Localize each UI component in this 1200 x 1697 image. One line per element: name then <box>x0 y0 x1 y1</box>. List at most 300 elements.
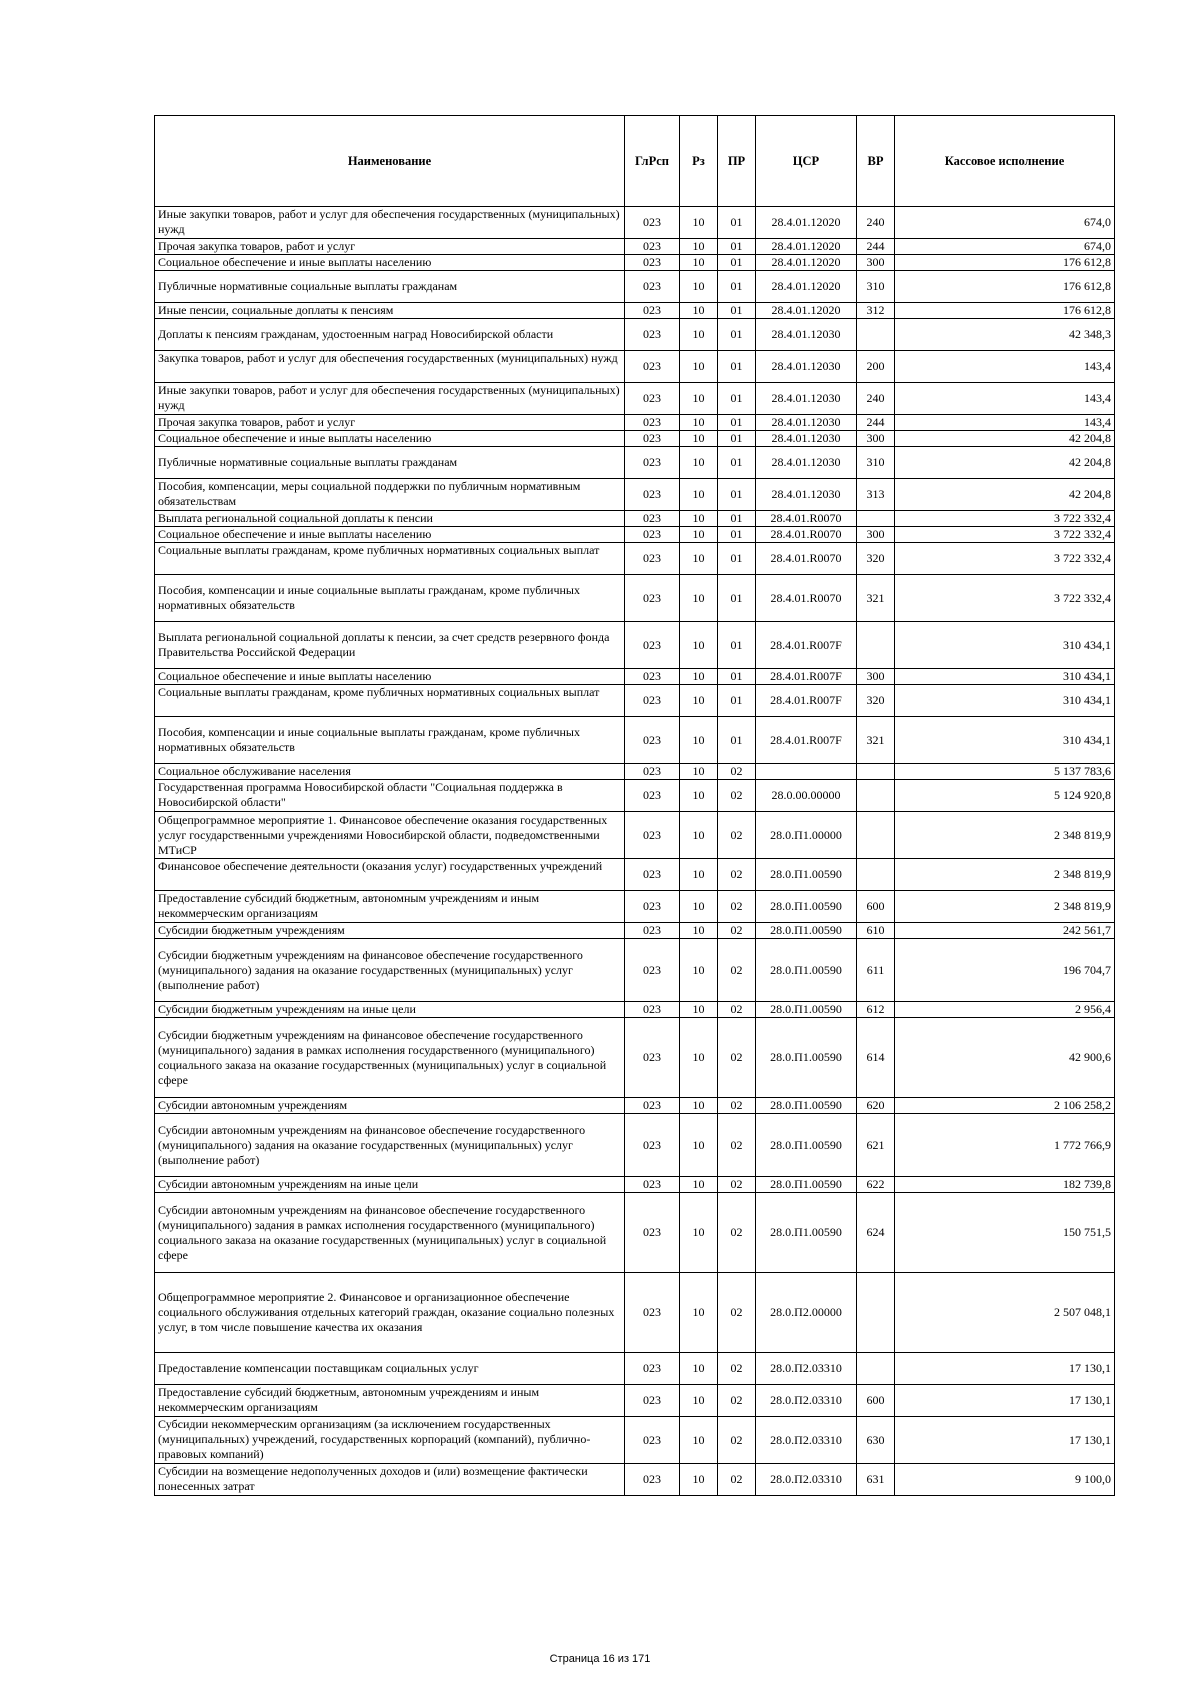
cell-rz: 10 <box>680 415 718 431</box>
cell-rz: 10 <box>680 780 718 812</box>
cell-amount: 150 751,5 <box>895 1193 1115 1273</box>
cell-amount: 2 348 819,9 <box>895 812 1115 859</box>
cell-vr: 622 <box>857 1177 895 1193</box>
cell-vr: 320 <box>857 543 895 575</box>
cell-pr: 02 <box>718 812 756 859</box>
table-row <box>155 1353 1115 1385</box>
cell-vr: 600 <box>857 891 895 923</box>
table-row <box>155 812 1115 859</box>
cell-csr <box>756 764 857 780</box>
cell-glrsp: 023 <box>625 479 680 511</box>
header-csr: ЦСР <box>756 116 857 207</box>
cell-amount: 17 130,1 <box>895 1353 1115 1385</box>
cell-vr: 200 <box>857 351 895 383</box>
cell-vr: 611 <box>857 939 895 1002</box>
cell-glrsp: 023 <box>625 1273 680 1353</box>
cell-name: Социальное обеспечение и иные выплаты населению <box>155 431 625 447</box>
table-row <box>155 923 1115 939</box>
cell-csr: 28.4.01.R0070 <box>756 543 857 575</box>
cell-name: Прочая закупка товаров, работ и услуг <box>155 239 625 255</box>
cell-glrsp: 023 <box>625 685 680 717</box>
cell-rz: 10 <box>680 1114 718 1177</box>
cell-rz: 10 <box>680 1353 718 1385</box>
table-row <box>155 622 1115 669</box>
cell-name: Социальное обеспечение и иные выплаты населению <box>155 527 625 543</box>
cell-pr: 02 <box>718 1114 756 1177</box>
cell-glrsp: 023 <box>625 939 680 1002</box>
cell-glrsp: 023 <box>625 575 680 622</box>
cell-glrsp: 023 <box>625 511 680 527</box>
cell-name: Прочая закупка товаров, работ и услуг <box>155 415 625 431</box>
cell-amount: 143,4 <box>895 383 1115 415</box>
cell-glrsp: 023 <box>625 717 680 764</box>
cell-pr: 02 <box>718 1098 756 1114</box>
table-row <box>155 239 1115 255</box>
table-row <box>155 1018 1115 1098</box>
cell-glrsp: 023 <box>625 271 680 303</box>
cell-pr: 02 <box>718 1353 756 1385</box>
table-row <box>155 431 1115 447</box>
table-row <box>155 1002 1115 1018</box>
cell-pr: 01 <box>718 685 756 717</box>
cell-rz: 10 <box>680 383 718 415</box>
cell-csr: 28.0.П1.00590 <box>756 891 857 923</box>
cell-pr: 02 <box>718 923 756 939</box>
cell-rz: 10 <box>680 527 718 543</box>
cell-csr: 28.0.П1.00590 <box>756 1018 857 1098</box>
cell-rz: 10 <box>680 669 718 685</box>
cell-rz: 10 <box>680 1385 718 1417</box>
cell-vr <box>857 780 895 812</box>
cell-csr: 28.4.01.R007F <box>756 622 857 669</box>
cell-csr: 28.0.П1.00590 <box>756 939 857 1002</box>
cell-name: Выплата региональной социальной доплаты к пенсии, за счет средств резервного фонда Правительства Российской Федерации <box>155 622 625 669</box>
cell-amount: 42 204,8 <box>895 479 1115 511</box>
cell-csr: 28.4.01.R007F <box>756 669 857 685</box>
cell-csr: 28.4.01.12020 <box>756 303 857 319</box>
table-row <box>155 303 1115 319</box>
cell-rz: 10 <box>680 923 718 939</box>
cell-amount: 310 434,1 <box>895 685 1115 717</box>
cell-csr: 28.4.01.12030 <box>756 383 857 415</box>
cell-glrsp: 023 <box>625 1353 680 1385</box>
cell-pr: 01 <box>718 383 756 415</box>
cell-pr: 02 <box>718 939 756 1002</box>
cell-pr: 01 <box>718 543 756 575</box>
cell-pr: 01 <box>718 271 756 303</box>
cell-amount: 17 130,1 <box>895 1417 1115 1464</box>
cell-name: Субсидии автономным учреждениям <box>155 1098 625 1114</box>
cell-rz: 10 <box>680 859 718 891</box>
cell-name: Выплата региональной социальной доплаты к пенсии <box>155 511 625 527</box>
table-row <box>155 669 1115 685</box>
cell-vr: 240 <box>857 383 895 415</box>
cell-pr: 02 <box>718 1273 756 1353</box>
cell-name: Предоставление субсидий бюджетным, автономным учреждениям и иным некоммерческим организациям <box>155 891 625 923</box>
cell-vr: 312 <box>857 303 895 319</box>
cell-pr: 01 <box>718 511 756 527</box>
cell-amount: 2 956,4 <box>895 1002 1115 1018</box>
cell-name: Социальные выплаты гражданам, кроме публичных нормативных социальных выплат <box>155 543 625 575</box>
cell-pr: 01 <box>718 207 756 239</box>
cell-pr: 01 <box>718 303 756 319</box>
cell-csr: 28.4.01.12030 <box>756 319 857 351</box>
table-row <box>155 575 1115 622</box>
cell-csr: 28.0.П1.00590 <box>756 1098 857 1114</box>
cell-rz: 10 <box>680 351 718 383</box>
cell-vr: 300 <box>857 431 895 447</box>
cell-name: Закупка товаров, работ и услуг для обеспечения государственных (муниципальных) нужд <box>155 351 625 383</box>
cell-rz: 10 <box>680 575 718 622</box>
cell-name: Пособия, компенсации и иные социальные выплаты гражданам, кроме публичных нормативных обязательств <box>155 717 625 764</box>
header-amount: Кассовое исполнение <box>895 116 1115 207</box>
cell-glrsp: 023 <box>625 207 680 239</box>
cell-rz: 10 <box>680 1273 718 1353</box>
cell-csr: 28.0.П1.00590 <box>756 1193 857 1273</box>
cell-glrsp: 023 <box>625 1177 680 1193</box>
cell-csr: 28.4.01.12030 <box>756 431 857 447</box>
table-row <box>155 1193 1115 1273</box>
cell-vr: 300 <box>857 669 895 685</box>
cell-amount: 2 348 819,9 <box>895 859 1115 891</box>
table-header <box>155 116 1115 207</box>
cell-pr: 01 <box>718 415 756 431</box>
budget-execution-table <box>154 115 1115 1496</box>
cell-csr: 28.4.01.12030 <box>756 351 857 383</box>
cell-rz: 10 <box>680 1417 718 1464</box>
cell-rz: 10 <box>680 1018 718 1098</box>
cell-csr: 28.4.01.R0070 <box>756 527 857 543</box>
table-row <box>155 1177 1115 1193</box>
cell-pr: 01 <box>718 717 756 764</box>
cell-rz: 10 <box>680 1193 718 1273</box>
cell-vr: 614 <box>857 1018 895 1098</box>
cell-vr: 621 <box>857 1114 895 1177</box>
cell-rz: 10 <box>680 1177 718 1193</box>
cell-csr: 28.4.01.12020 <box>756 239 857 255</box>
cell-vr <box>857 511 895 527</box>
cell-name: Субсидии на возмещение недополученных доходов и (или) возмещение фактически понесенных затрат <box>155 1464 625 1496</box>
cell-amount: 3 722 332,4 <box>895 543 1115 575</box>
cell-rz: 10 <box>680 764 718 780</box>
cell-csr: 28.4.01.R007F <box>756 717 857 764</box>
table-row <box>155 351 1115 383</box>
cell-glrsp: 023 <box>625 859 680 891</box>
cell-amount: 176 612,8 <box>895 303 1115 319</box>
cell-glrsp: 023 <box>625 239 680 255</box>
cell-glrsp: 023 <box>625 543 680 575</box>
header-pr: ПР <box>718 116 756 207</box>
cell-rz: 10 <box>680 271 718 303</box>
cell-amount: 9 100,0 <box>895 1464 1115 1496</box>
table-row <box>155 891 1115 923</box>
cell-vr: 612 <box>857 1002 895 1018</box>
cell-name: Государственная программа Новосибирской области "Социальная поддержка в Новосибирской области" <box>155 780 625 812</box>
cell-amount: 310 434,1 <box>895 717 1115 764</box>
cell-name: Пособия, компенсации, меры социальной поддержки по публичным нормативным обязательствам <box>155 479 625 511</box>
cell-rz: 10 <box>680 511 718 527</box>
cell-glrsp: 023 <box>625 527 680 543</box>
cell-vr: 321 <box>857 717 895 764</box>
table-row <box>155 319 1115 351</box>
cell-pr: 02 <box>718 1417 756 1464</box>
cell-csr: 28.0.П1.00590 <box>756 923 857 939</box>
cell-name: Социальные выплаты гражданам, кроме публичных нормативных социальных выплат <box>155 685 625 717</box>
cell-amount: 3 722 332,4 <box>895 575 1115 622</box>
table-row <box>155 685 1115 717</box>
cell-amount: 176 612,8 <box>895 255 1115 271</box>
cell-vr <box>857 764 895 780</box>
cell-name: Социальное обслуживание населения <box>155 764 625 780</box>
cell-pr: 02 <box>718 1193 756 1273</box>
cell-csr: 28.4.01.R007F <box>756 685 857 717</box>
cell-rz: 10 <box>680 939 718 1002</box>
cell-amount: 42 348,3 <box>895 319 1115 351</box>
cell-glrsp: 023 <box>625 1385 680 1417</box>
cell-glrsp: 023 <box>625 780 680 812</box>
cell-vr: 321 <box>857 575 895 622</box>
cell-name: Иные закупки товаров, работ и услуг для обеспечения государственных (муниципальных) нужд <box>155 383 625 415</box>
cell-amount: 2 106 258,2 <box>895 1098 1115 1114</box>
cell-vr: 631 <box>857 1464 895 1496</box>
table-row <box>155 1273 1115 1353</box>
cell-rz: 10 <box>680 543 718 575</box>
cell-pr: 01 <box>718 575 756 622</box>
cell-name: Субсидии бюджетным учреждениям на финансовое обеспечение государственного (муниципального) задания на оказание государственных (муниципальных) услуг (выполнение работ) <box>155 939 625 1002</box>
cell-vr <box>857 622 895 669</box>
cell-pr: 02 <box>718 859 756 891</box>
table-row <box>155 717 1115 764</box>
cell-csr: 28.4.01.12030 <box>756 415 857 431</box>
cell-amount: 310 434,1 <box>895 669 1115 685</box>
cell-vr <box>857 319 895 351</box>
cell-pr: 01 <box>718 431 756 447</box>
cell-glrsp: 023 <box>625 383 680 415</box>
cell-vr: 600 <box>857 1385 895 1417</box>
cell-amount: 674,0 <box>895 239 1115 255</box>
cell-pr: 02 <box>718 1464 756 1496</box>
cell-rz: 10 <box>680 431 718 447</box>
cell-amount: 5 137 783,6 <box>895 764 1115 780</box>
cell-amount: 3 722 332,4 <box>895 527 1115 543</box>
cell-csr: 28.4.01.12030 <box>756 479 857 511</box>
table-row <box>155 1114 1115 1177</box>
cell-rz: 10 <box>680 891 718 923</box>
cell-amount: 143,4 <box>895 415 1115 431</box>
cell-glrsp: 023 <box>625 812 680 859</box>
page-number: Страница 16 из 171 <box>549 1653 651 1665</box>
cell-glrsp: 023 <box>625 1018 680 1098</box>
cell-glrsp: 023 <box>625 255 680 271</box>
cell-csr: 28.4.01.12020 <box>756 207 857 239</box>
cell-glrsp: 023 <box>625 891 680 923</box>
table-row <box>155 859 1115 891</box>
cell-name: Предоставление субсидий бюджетным, автономным учреждениям и иным некоммерческим организациям <box>155 1385 625 1417</box>
cell-vr <box>857 812 895 859</box>
table-row <box>155 511 1115 527</box>
cell-name: Субсидии бюджетным учреждениям на иные цели <box>155 1002 625 1018</box>
cell-name: Субсидии бюджетным учреждениям <box>155 923 625 939</box>
header-vr: ВР <box>857 116 895 207</box>
cell-csr: 28.0.П1.00000 <box>756 812 857 859</box>
cell-glrsp: 023 <box>625 1193 680 1273</box>
cell-csr: 28.0.П2.03310 <box>756 1417 857 1464</box>
table-row <box>155 383 1115 415</box>
cell-amount: 42 204,8 <box>895 447 1115 479</box>
cell-glrsp: 023 <box>625 669 680 685</box>
table-row <box>155 415 1115 431</box>
cell-amount: 242 561,7 <box>895 923 1115 939</box>
cell-vr <box>857 859 895 891</box>
cell-glrsp: 023 <box>625 923 680 939</box>
cell-name: Субсидии автономным учреждениям на финансовое обеспечение государственного (муниципального) задания в рамках исполнения государственного (муниципального) социального заказа на оказание государственных (муниципальных) услуг в социальной сфере <box>155 1193 625 1273</box>
cell-vr: 620 <box>857 1098 895 1114</box>
cell-name: Публичные нормативные социальные выплаты гражданам <box>155 271 625 303</box>
cell-glrsp: 023 <box>625 764 680 780</box>
cell-amount: 196 704,7 <box>895 939 1115 1002</box>
cell-amount: 143,4 <box>895 351 1115 383</box>
cell-pr: 01 <box>718 351 756 383</box>
cell-amount: 310 434,1 <box>895 622 1115 669</box>
cell-vr: 244 <box>857 415 895 431</box>
cell-glrsp: 023 <box>625 447 680 479</box>
cell-amount: 3 722 332,4 <box>895 511 1115 527</box>
table-row <box>155 271 1115 303</box>
cell-vr: 610 <box>857 923 895 939</box>
cell-vr: 310 <box>857 447 895 479</box>
table-row <box>155 447 1115 479</box>
cell-csr: 28.4.01.12030 <box>756 447 857 479</box>
cell-amount: 5 124 920,8 <box>895 780 1115 812</box>
cell-name: Общепрограммное мероприятие 2. Финансовое и организационное обеспечение социального обслуживания отдельных категорий граждан, оказание социально полезных услуг, в том числе повышение качества их оказания <box>155 1273 625 1353</box>
cell-csr: 28.0.00.00000 <box>756 780 857 812</box>
cell-pr: 02 <box>718 1177 756 1193</box>
cell-pr: 02 <box>718 891 756 923</box>
table-row <box>155 1417 1115 1464</box>
cell-glrsp: 023 <box>625 431 680 447</box>
cell-rz: 10 <box>680 447 718 479</box>
cell-pr: 01 <box>718 239 756 255</box>
cell-amount: 17 130,1 <box>895 1385 1115 1417</box>
cell-vr: 300 <box>857 527 895 543</box>
cell-glrsp: 023 <box>625 415 680 431</box>
cell-glrsp: 023 <box>625 319 680 351</box>
header-name: Наименование <box>155 116 625 207</box>
table-row <box>155 543 1115 575</box>
cell-vr: 310 <box>857 271 895 303</box>
cell-amount: 2 348 819,9 <box>895 891 1115 923</box>
cell-csr: 28.0.П1.00590 <box>756 1002 857 1018</box>
table-row <box>155 1385 1115 1417</box>
cell-name: Социальное обеспечение и иные выплаты населению <box>155 669 625 685</box>
cell-pr: 01 <box>718 669 756 685</box>
cell-rz: 10 <box>680 1002 718 1018</box>
cell-name: Социальное обеспечение и иные выплаты населению <box>155 255 625 271</box>
cell-rz: 10 <box>680 479 718 511</box>
cell-csr: 28.4.01.R0070 <box>756 575 857 622</box>
cell-vr: 320 <box>857 685 895 717</box>
table-row <box>155 479 1115 511</box>
table-row <box>155 1464 1115 1496</box>
table-body <box>155 207 1115 1496</box>
cell-csr: 28.0.П1.00590 <box>756 1177 857 1193</box>
cell-rz: 10 <box>680 622 718 669</box>
cell-csr: 28.4.01.R0070 <box>756 511 857 527</box>
cell-rz: 10 <box>680 1098 718 1114</box>
cell-name: Финансовое обеспечение деятельности (оказания услуг) государственных учреждений <box>155 859 625 891</box>
cell-vr: 313 <box>857 479 895 511</box>
cell-name: Общепрограммное мероприятие 1. Финансовое обеспечение оказания государственных услуг государственными учреждениями Новосибирской области, подведомственными МТиСР <box>155 812 625 859</box>
cell-pr: 02 <box>718 764 756 780</box>
table-row <box>155 207 1115 239</box>
cell-name: Пособия, компенсации и иные социальные выплаты гражданам, кроме публичных нормативных обязательств <box>155 575 625 622</box>
table-row <box>155 527 1115 543</box>
cell-pr: 02 <box>718 780 756 812</box>
cell-name: Иные закупки товаров, работ и услуг для обеспечения государственных (муниципальных) нужд <box>155 207 625 239</box>
cell-glrsp: 023 <box>625 1464 680 1496</box>
cell-amount: 182 739,8 <box>895 1177 1115 1193</box>
cell-pr: 02 <box>718 1002 756 1018</box>
table-row <box>155 255 1115 271</box>
table-row <box>155 1098 1115 1114</box>
cell-vr: 300 <box>857 255 895 271</box>
cell-name: Иные пенсии, социальные доплаты к пенсиям <box>155 303 625 319</box>
cell-vr <box>857 1273 895 1353</box>
cell-glrsp: 023 <box>625 1114 680 1177</box>
cell-vr: 630 <box>857 1417 895 1464</box>
cell-csr: 28.4.01.12020 <box>756 255 857 271</box>
cell-vr <box>857 1353 895 1385</box>
table-row <box>155 780 1115 812</box>
cell-glrsp: 023 <box>625 622 680 669</box>
cell-csr: 28.0.П2.03310 <box>756 1464 857 1496</box>
header-rz: Рз <box>680 116 718 207</box>
cell-csr: 28.4.01.12020 <box>756 271 857 303</box>
cell-rz: 10 <box>680 717 718 764</box>
cell-pr: 01 <box>718 255 756 271</box>
cell-name: Субсидии автономным учреждениям на иные цели <box>155 1177 625 1193</box>
cell-name: Субсидии бюджетным учреждениям на финансовое обеспечение государственного (муниципального) задания в рамках исполнения государственного (муниципального) социального заказа на оказание государственных (муниципальных) услуг в социальной сфере <box>155 1018 625 1098</box>
cell-amount: 2 507 048,1 <box>895 1273 1115 1353</box>
cell-rz: 10 <box>680 255 718 271</box>
cell-rz: 10 <box>680 207 718 239</box>
cell-csr: 28.0.П2.03310 <box>756 1353 857 1385</box>
table-row <box>155 764 1115 780</box>
cell-name: Субсидии автономным учреждениям на финансовое обеспечение государственного (муниципального) задания на оказание государственных (муниципальных) услуг (выполнение работ) <box>155 1114 625 1177</box>
cell-glrsp: 023 <box>625 1417 680 1464</box>
cell-glrsp: 023 <box>625 351 680 383</box>
cell-name: Субсидии некоммерческим организациям (за исключением государственных (муниципальных) учреждений, государственных корпораций (компаний), публично-правовых компаний) <box>155 1417 625 1464</box>
cell-amount: 42 204,8 <box>895 431 1115 447</box>
cell-pr: 01 <box>718 527 756 543</box>
cell-amount: 1 772 766,9 <box>895 1114 1115 1177</box>
cell-pr: 01 <box>718 319 756 351</box>
cell-pr: 01 <box>718 479 756 511</box>
cell-glrsp: 023 <box>625 303 680 319</box>
table-row <box>155 939 1115 1002</box>
cell-glrsp: 023 <box>625 1098 680 1114</box>
cell-amount: 42 900,6 <box>895 1018 1115 1098</box>
cell-rz: 10 <box>680 303 718 319</box>
cell-csr: 28.0.П1.00590 <box>756 859 857 891</box>
cell-pr: 02 <box>718 1385 756 1417</box>
cell-amount: 176 612,8 <box>895 271 1115 303</box>
cell-pr: 02 <box>718 1018 756 1098</box>
cell-csr: 28.0.П2.03310 <box>756 1385 857 1417</box>
cell-amount: 674,0 <box>895 207 1115 239</box>
cell-name: Предоставление компенсации поставщикам социальных услуг <box>155 1353 625 1385</box>
cell-rz: 10 <box>680 1464 718 1496</box>
